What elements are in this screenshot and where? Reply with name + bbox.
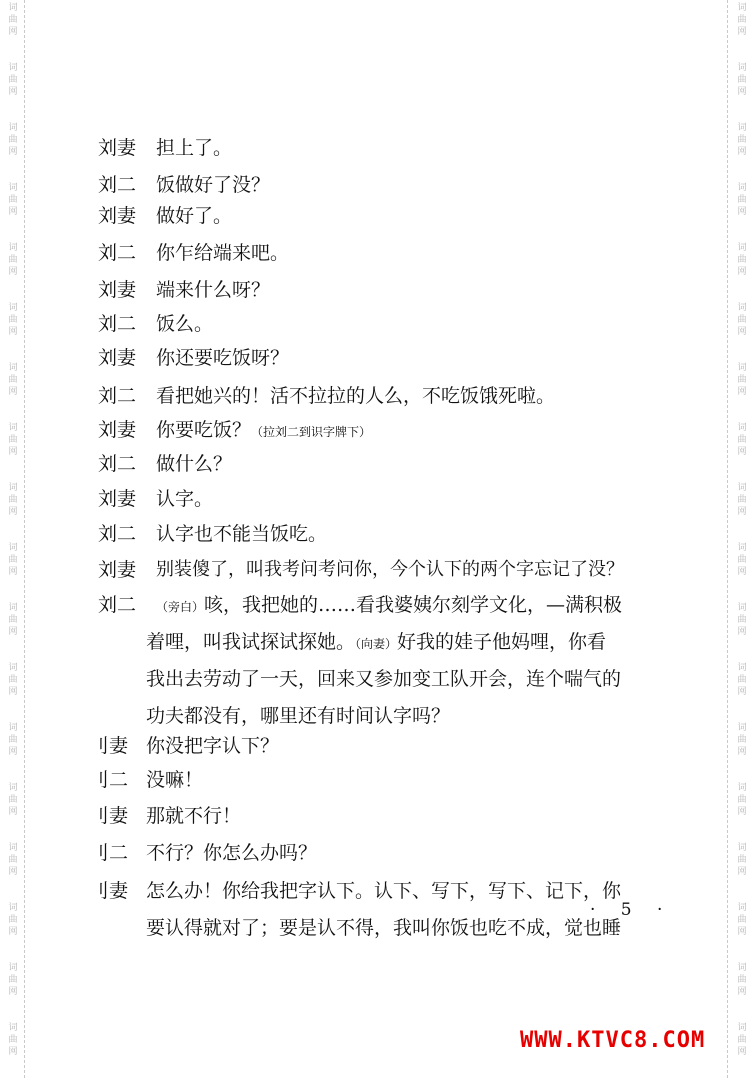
watermark-char: 词	[8, 63, 18, 73]
page-number: · 5 ·	[590, 900, 673, 920]
watermark-char: 曲	[8, 615, 18, 625]
margin-watermark	[731, 182, 752, 218]
margin-watermark	[731, 422, 752, 458]
watermark-char: 网	[737, 1047, 747, 1057]
watermark-char: 曲	[737, 195, 747, 205]
speaker-name: 刘二	[98, 385, 137, 407]
margin-watermark	[2, 242, 24, 278]
watermark-char: 曲	[8, 375, 18, 385]
watermark-char: 曲	[737, 435, 747, 445]
watermark-char: 网	[8, 27, 18, 37]
margin-watermark	[731, 482, 752, 518]
margin-watermark	[731, 1022, 752, 1058]
margin-watermark	[731, 242, 752, 278]
watermark-char: 网	[737, 27, 747, 37]
watermark-char: 词	[737, 723, 747, 733]
watermark-char: 曲	[8, 135, 18, 145]
watermark-char: 网	[737, 327, 747, 337]
watermark-char: 词	[8, 843, 18, 853]
watermark-char: 词	[737, 783, 747, 793]
watermark-char: 曲	[8, 735, 18, 745]
speech-text: 那就不行！	[146, 805, 242, 827]
watermark-char: 词	[8, 183, 18, 193]
margin-watermark	[731, 962, 752, 998]
watermark-char: 曲	[737, 135, 747, 145]
watermark-char: 网	[737, 807, 747, 817]
watermark-char: 曲	[737, 15, 747, 25]
speaker-name: 刂妻	[90, 880, 129, 902]
watermark-char: 网	[8, 387, 18, 397]
speaker-name: 刘二	[98, 594, 137, 616]
speaker-name: 刘二	[98, 453, 137, 475]
continuation-text: 好我的娃子他妈哩，你看	[397, 631, 607, 653]
watermark-char: 网	[737, 267, 747, 277]
watermark-char: 词	[8, 543, 18, 553]
watermark-char: 词	[8, 3, 18, 13]
watermark-char: 曲	[8, 855, 18, 865]
speech-text: 饭么。	[156, 313, 214, 335]
watermark-char: 曲	[737, 375, 747, 385]
watermark-char: 曲	[737, 735, 747, 745]
margin-watermark	[2, 302, 24, 338]
watermark-char: 词	[737, 63, 747, 73]
watermark-char: 曲	[737, 1035, 747, 1045]
watermark-char: 网	[737, 627, 747, 637]
watermark-char: 词	[737, 483, 747, 493]
speech-text: 不行？你怎么办吗？	[146, 842, 318, 864]
right-watermark-column	[731, 0, 752, 1078]
continuation-line: 我出去劳动了一天，回来又参加变工队开会，连个喘气的	[146, 668, 622, 690]
watermark-char: 词	[8, 123, 18, 133]
speech-text: 没嘛！	[146, 769, 204, 791]
speech-text: 认字也不能当饭吃。	[156, 523, 328, 545]
margin-watermark	[2, 362, 24, 398]
watermark-char: 曲	[8, 915, 18, 925]
watermark-char: 词	[8, 663, 18, 673]
continuation-line: 功夫都没有，哪里还有时间认字吗？	[146, 705, 451, 727]
watermark-char: 词	[737, 183, 747, 193]
speech-text: 怎么办！你给我把字认下。认下、写下，写下、记下，你	[146, 880, 622, 902]
margin-watermark	[2, 962, 24, 998]
watermark-char: 曲	[8, 675, 18, 685]
speaker-name: 刘二	[98, 523, 137, 545]
watermark-char: 曲	[737, 915, 747, 925]
watermark-char: 网	[8, 927, 18, 937]
margin-watermark	[2, 782, 24, 818]
speaker-name: 刘妻	[98, 137, 137, 159]
watermark-char: 词	[737, 303, 747, 313]
speaker-name: 刂妻	[90, 735, 129, 757]
watermark-char: 网	[8, 507, 18, 517]
continuation-text: 着哩，叫我试探试探她。	[146, 631, 356, 653]
margin-watermark	[731, 662, 752, 698]
watermark-char: 网	[737, 147, 747, 157]
watermark-char: 词	[8, 423, 18, 433]
watermark-char: 词	[737, 3, 747, 13]
watermark-char: 曲	[8, 75, 18, 85]
watermark-char: 词	[8, 603, 18, 613]
watermark-char: 网	[737, 507, 747, 517]
watermark-char: 曲	[8, 495, 18, 505]
watermark-char: 网	[8, 207, 18, 217]
watermark-char: 网	[737, 207, 747, 217]
watermark-char: 网	[8, 987, 18, 997]
watermark-char: 网	[8, 747, 18, 757]
watermark-char: 词	[737, 663, 747, 673]
watermark-char: 曲	[8, 315, 18, 325]
margin-watermark	[2, 62, 24, 98]
watermark-char: 网	[737, 387, 747, 397]
continuation-line	[146, 627, 606, 657]
watermark-char: 曲	[737, 255, 747, 265]
watermark-char: 曲	[8, 435, 18, 445]
left-watermark-column	[2, 0, 24, 1078]
watermark-char: 网	[737, 747, 747, 757]
watermark-char: 曲	[8, 195, 18, 205]
margin-watermark	[2, 662, 24, 698]
speaker-name: 刘妻	[98, 419, 137, 441]
watermark-char: 词	[737, 963, 747, 973]
margin-watermark	[2, 542, 24, 578]
speaker-name: 刘妻	[98, 347, 137, 369]
stage-direction: （向妻）	[355, 637, 398, 651]
watermark-char: 网	[737, 867, 747, 877]
watermark-char: 词	[8, 963, 18, 973]
stage-direction: （拉刘二到识字牌下）	[251, 425, 372, 439]
watermark-char: 词	[8, 783, 18, 793]
continuation-line: 要认得就对了；要是认不得，我叫你饭也吃不成，觉也睡	[146, 917, 622, 939]
watermark-char: 网	[737, 687, 747, 697]
site-watermark: WWW.KTVC8.COM	[520, 1028, 706, 1053]
watermark-char: 网	[8, 627, 18, 637]
margin-watermark	[2, 602, 24, 638]
speech-text: 饭做好了没？	[156, 174, 271, 196]
speech-text: 你还要吃饭呀？	[156, 347, 290, 369]
watermark-char: 词	[8, 483, 18, 493]
margin-watermark	[731, 542, 752, 578]
watermark-char: 网	[737, 447, 747, 457]
margin-watermark	[2, 842, 24, 878]
speaker-name: 刘妻	[98, 559, 137, 581]
speech-text: 做好了。	[156, 205, 233, 227]
margin-watermark	[2, 482, 24, 518]
speech-text: 认字。	[156, 488, 214, 510]
speech-text: 端来什么呀？	[156, 279, 271, 301]
margin-watermark	[2, 902, 24, 938]
watermark-char: 网	[8, 327, 18, 337]
watermark-char: 网	[737, 87, 747, 97]
watermark-char: 曲	[737, 675, 747, 685]
speaker-name: 刂妻	[90, 805, 129, 827]
speaker-name: 刘妻	[98, 279, 137, 301]
watermark-char: 网	[8, 447, 18, 457]
speaker-name: 刘二	[98, 174, 137, 196]
margin-watermark	[731, 602, 752, 638]
watermark-char: 词	[8, 723, 18, 733]
watermark-char: 曲	[737, 975, 747, 985]
watermark-char: 曲	[737, 855, 747, 865]
left-border-line	[24, 0, 25, 1078]
watermark-char: 词	[737, 603, 747, 613]
watermark-char: 词	[8, 243, 18, 253]
watermark-char: 网	[8, 267, 18, 277]
watermark-char: 词	[737, 543, 747, 553]
right-border-line	[727, 0, 728, 1078]
margin-watermark	[731, 902, 752, 938]
watermark-char: 词	[737, 363, 747, 373]
speech-text-main: 咳，我把她的……看我婆姨尔刻学文化，—满积极	[204, 594, 623, 616]
watermark-char: 曲	[737, 615, 747, 625]
margin-watermark	[2, 2, 24, 38]
watermark-char: 网	[8, 1047, 18, 1057]
watermark-char: 词	[8, 303, 18, 313]
watermark-char: 网	[8, 87, 18, 97]
margin-watermark	[2, 1022, 24, 1058]
margin-watermark	[731, 782, 752, 818]
watermark-char: 曲	[737, 495, 747, 505]
margin-watermark	[731, 302, 752, 338]
speech-text	[156, 415, 371, 447]
margin-watermark	[731, 62, 752, 98]
watermark-char: 曲	[8, 555, 18, 565]
speaker-name: 刂二	[90, 769, 129, 791]
watermark-char: 词	[8, 1023, 18, 1033]
speech-text: 你没把字认下？	[146, 735, 280, 757]
watermark-char: 曲	[8, 795, 18, 805]
watermark-char: 网	[8, 807, 18, 817]
watermark-char: 词	[737, 903, 747, 913]
speech-text: 你乍给端来吧。	[156, 242, 290, 264]
watermark-char: 词	[8, 363, 18, 373]
watermark-char: 网	[8, 147, 18, 157]
watermark-char: 网	[8, 687, 18, 697]
watermark-char: 网	[737, 567, 747, 577]
watermark-char: 曲	[737, 795, 747, 805]
watermark-char: 词	[737, 243, 747, 253]
margin-watermark	[731, 722, 752, 758]
watermark-char: 词	[737, 1023, 747, 1033]
margin-watermark	[2, 422, 24, 458]
watermark-char: 曲	[8, 1035, 18, 1045]
margin-watermark	[2, 182, 24, 218]
watermark-char: 词	[737, 123, 747, 133]
margin-watermark	[2, 122, 24, 158]
margin-watermark	[731, 842, 752, 878]
watermark-char: 曲	[737, 555, 747, 565]
speech-text-main: 你要吃饭？	[156, 419, 252, 441]
watermark-char: 曲	[8, 15, 18, 25]
watermark-char: 词	[737, 843, 747, 853]
speech-text: 别装傻了，叫我考问考问你，今个认下的两个字忘记了没？	[156, 559, 624, 580]
watermark-char: 曲	[737, 315, 747, 325]
watermark-char: 曲	[8, 255, 18, 265]
speaker-name: 刘妻	[98, 488, 137, 510]
stage-direction: （旁白）	[156, 600, 205, 614]
speech-text: 看把她兴的！活不拉拉的人么，不吃饭饿死啦。	[156, 385, 556, 407]
watermark-char: 词	[8, 903, 18, 913]
speech-text: 做什么？	[156, 453, 233, 475]
watermark-char: 网	[737, 987, 747, 997]
speech-text: 担上了。	[156, 137, 233, 159]
speaker-name: 刘二	[98, 313, 137, 335]
speaker-name: 刘二	[98, 242, 137, 264]
watermark-char: 网	[8, 567, 18, 577]
watermark-char: 曲	[8, 975, 18, 985]
watermark-char: 曲	[737, 75, 747, 85]
speaker-name: 刂二	[90, 842, 129, 864]
watermark-char: 网	[737, 927, 747, 937]
speech-text	[156, 590, 622, 622]
speaker-name: 刘妻	[98, 205, 137, 227]
watermark-char: 网	[8, 867, 18, 877]
margin-watermark	[2, 722, 24, 758]
margin-watermark	[731, 2, 752, 38]
margin-watermark	[731, 122, 752, 158]
watermark-char: 词	[737, 423, 747, 433]
margin-watermark	[731, 362, 752, 398]
